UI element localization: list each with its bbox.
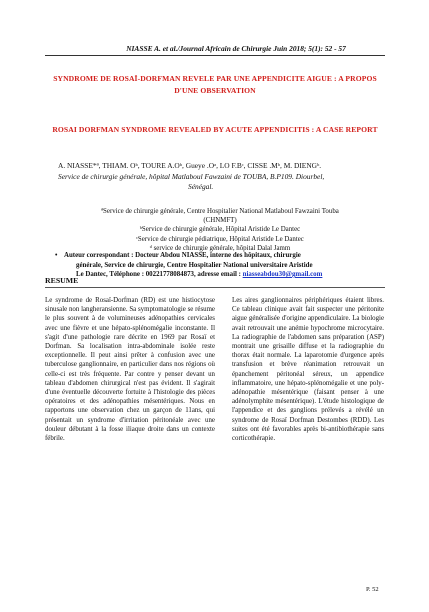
affiliation-c: ᶜService de chirurgie pédiatrique, Hôpital Aristide Le Dantec (136, 235, 304, 243)
affiliation-d: ᵈ service de chirurgie générale, hôpital Dalal Jamm (149, 244, 291, 252)
email-link[interactable]: niasseabdou30@gmail.com (242, 271, 323, 278)
author-affiliation-line1: Service de chirurgie générale, hôpital Matlaboul Fawzaini de TOUBA, B.P109. Diourbel, (58, 171, 325, 181)
affiliation-list (60, 207, 380, 253)
bullet-icon: • (55, 252, 58, 259)
resume-paragraph-left: Le syndrome de Rosaï-Dorfman (RD) est une histiocytose sinusale non langheransienne. Sa symptomatologie se résume le plus souvent à de volumineuses adénopathies cervicales avec une fièvre et une hépato-splénomégalie inconstante. Il s'agit d'une pathologie rare décrite en 1969 par Rosaï et Dorfman. Sa localisation intra-abdominale isolée reste exceptionnelle. Il peut ainsi prêter à confusion avec une tuberculose ganglionnaire, en particulier dans nos régions où celle-ci est très fréquente. Par contre y penser devant un tableau d'abdomen chirurgical n'est pas évident. Il s'agirait d'une éventuelle découverte fortuite à l'histologie des pièces opératoires et des adénopathies mésentériques. Nous en rapportons une observation chez un garçon de 11ans, qui présentait un syndrome d'irritation péritonéale avec une douleur débutant à la fosse iliaque droite dans un contexte fébrile. (45, 297, 215, 443)
correspondence-line2: générale, Service de chirurgie, Centre Hospitalier National universitaire Aristide (76, 261, 313, 269)
resume-column-left (45, 296, 215, 443)
author-block (58, 161, 383, 193)
resume-paragraph-right: Les aires ganglionnaires périphériques étaient libres. Ce tableau clinique avait fait suspecter une péritonite aigue généralisée d'origine appendiculaire. La biologie avait retrouvait une anémie hypochrome microcytaire. La radiographie de l'abdomen sans préparation (ASP) montrait une grisaille diffuse et la radiographie du thorax était normale. La laparotomie d'urgence après transfusion et brève réanimation retrouvait un épanchement péritonéal séreux, un appendice inflammatoire, une hépato-splénomégalie et une poly-adénopathie mésentérique (faisant penser à une adénolymphite mésentérique). L'étude histologique de l'appendice et des ganglions prélevés a révélé un syndrome de Rosaï Dorfman Destombes (RDD). Les suites ont été favorables après bi-antibiothérapie sans corticothérapie. (232, 297, 384, 443)
header-rule (45, 55, 385, 56)
author-list: A. NIASSE*ª, THIAM. Oᵇ, TOURE A.Oᵇ, Gueye .Oᵃ, LO F.Bᶜ, CISSE .Mᵇ, M. DIENGᵇ. (58, 161, 322, 170)
correspondence-block (55, 251, 394, 280)
article-title-fr: SYNDROME DE ROSAÏ-DORFMAN REVELE PAR UNE APPENDICITE AIGUE : A PROPOS D'UNE OBSERVATION (53, 74, 377, 95)
author-affiliation-line2: Sénégal. (188, 182, 214, 191)
correspondence-line1: Auteur correspondant : Docteur Abdou NIASSE, interne des hôpitaux, chirurgie (64, 252, 301, 259)
correspondence-line3 (64, 270, 394, 280)
running-header: NIASSE A. et al./Journal Africain de Chirurgie Juin 2018; 5(1): 52 - 57 (126, 44, 346, 53)
affiliation-a: ªService de chirurgie générale, Centre Hospitalier National Matlaboul Fawzaini Touba (101, 208, 339, 215)
resume-column-right (232, 296, 384, 443)
resume-rule (45, 287, 385, 288)
resume-heading: RESUME (45, 276, 79, 285)
article-title-en: ROSAI DORFMAN SYNDROME REVEALED BY ACUTE APPENDICITIS : A CASE REPORT (52, 125, 378, 134)
page-number: P. 52 (366, 586, 379, 593)
correspondence-contact: Le Dantec, Téléphone : 00221778084873, adresse email : (76, 271, 243, 278)
affiliation-a-abbrev: (CHNMFT) (203, 217, 237, 225)
affiliation-b: ᵇService de chirurgie générale, Hôpital Aristide Le Dantec (139, 226, 301, 234)
